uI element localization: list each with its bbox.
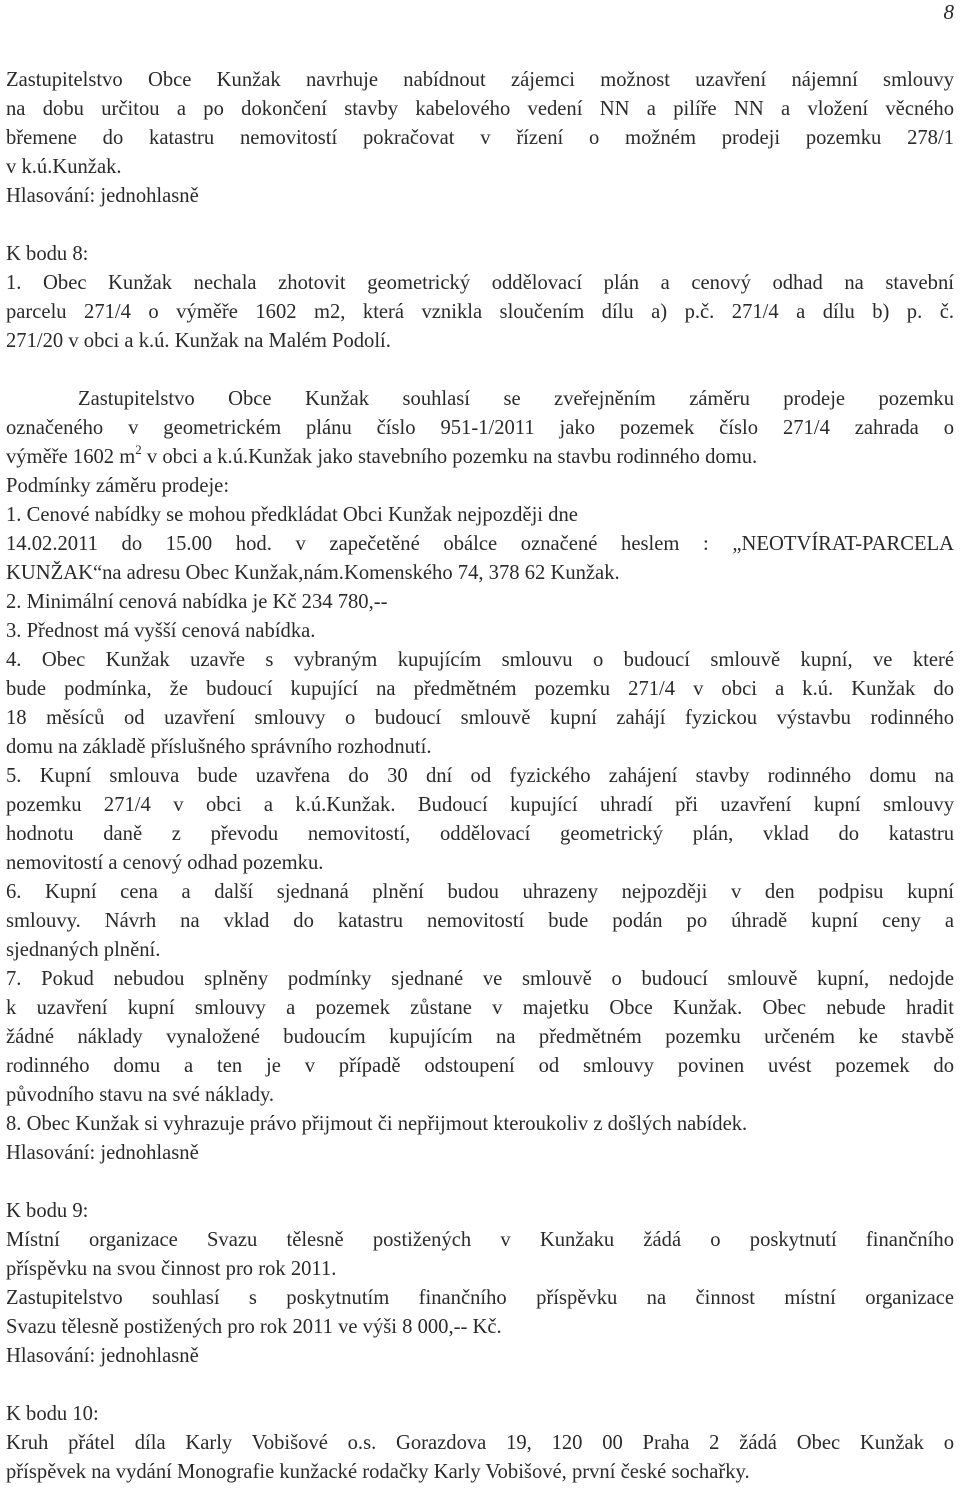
vote-result: Hlasování: jednohlasně [6, 1142, 199, 1164]
section-heading: K bodu 10: [6, 1403, 99, 1425]
text-line: příspěvek na vydání Monografie kunžacké rodačky Karly Vobišové, první české sochařky. [6, 1461, 750, 1483]
blank-line [6, 1371, 954, 1400]
text-line: smlouvy. Návrh na vklad do katastru nemovitostí bude podán po úhradě kupní ceny a [6, 910, 954, 932]
page-number: 8 [943, 0, 954, 24]
text-line: 2. Minimální cenová nabídka je Kč 234 780,-- [6, 591, 388, 613]
text-line: Zastupitelstvo Obce Kunžak souhlasí se zveřejněním záměru prodeje pozemku [78, 388, 954, 410]
text-line: parcelu 271/4 o výměře 1602 m2, která vznikla sloučením dílu a) p.č. 271/4 a dílu b) p. č. [6, 301, 954, 323]
text-line: 4. Obec Kunžak uzavře s vybraným kupujícím smlouvu o budoucí smlouvě kupní, ve které [6, 649, 954, 671]
text-line: 8. Obec Kunžak si vyhrazuje právo přijmout či nepřijmout kteroukoliv z došlých nabídek. [6, 1113, 748, 1135]
text-line: k uzavření kupní smlouvy a pozemek zůstane v majetku Obce Kunžak. Obec nebude hradit [6, 997, 954, 1019]
text-line: sjednaných plnění. [6, 939, 161, 961]
text-fragment: výměře 1602 m [6, 446, 136, 468]
section-heading: K bodu 9: [6, 1200, 89, 1222]
text-line: na dobu určitou a po dokončení stavby kabelového vedení NN a pilíře NN a vložení věcného [6, 98, 954, 120]
text-line: KUNŽAK“na adresu Obec Kunžak,nám.Komenského 74, 378 62 Kunžak. [6, 562, 620, 584]
text-line: Svazu tělesně postižených pro rok 2011 ve výši 8 000,-- Kč. [6, 1316, 502, 1338]
text-line: Zastupitelstvo souhlasí s poskytnutím finančního příspěvku na činnost místní organizace [6, 1287, 954, 1309]
text-line: 14.02.2011 do 15.00 hod. v zapečetěné obálce označené heslem : „NEOTVÍRAT-PARCELA [6, 533, 954, 555]
blank-line [6, 1168, 954, 1197]
text-line: břemene do katastru nemovitostí pokračovat v řízení o možném prodeji pozemku 278/1 [6, 127, 954, 149]
text-line: příspěvku na svou činnost pro rok 2011. [6, 1258, 337, 1280]
text-line: žádné náklady vynaložené budoucím kupujícím na předmětném pozemku určeném ke stavbě [6, 1026, 954, 1048]
text-line: Zastupitelstvo Obce Kunžak navrhuje nabídnout zájemci možnost uzavření nájemní smlouvy [6, 69, 954, 91]
text-line: 18 měsíců od uzavření smlouvy o budoucí smlouvě kupní zahájí fyzickou výstavbu rodinného [6, 707, 954, 729]
blank-line [6, 356, 954, 385]
text-line: označeného v geometrickém plánu číslo 951-1/2011 jako pozemek číslo 271/4 zahrada o [6, 417, 954, 439]
text-line: Kruh přátel díla Karly Vobišové o.s. Gorazdova 19, 120 00 Praha 2 žádá Obec Kunžak o [6, 1432, 954, 1454]
text-line: Místní organizace Svazu tělesně postižených v Kunžaku žádá o poskytnutí finančního [6, 1229, 954, 1251]
blank-line [6, 211, 954, 240]
text-line: domu na základě příslušného správního rozhodnutí. [6, 736, 432, 758]
text-line: 7. Pokud nebudou splněny podmínky sjednané ve smlouvě o budoucí smlouvě kupní, nedojde [6, 968, 954, 990]
text-line: rodinného domu a ten je v případě odstoupení od smlouvy povinen uvést pozemek do [6, 1055, 954, 1077]
text-line: 1. Cenové nabídky se mohou předkládat Obci Kunžak nejpozději dne [6, 504, 578, 526]
superscript: 2 [135, 442, 142, 457]
text-line: 5. Kupní smlouva bude uzavřena do 30 dní od fyzického zahájení stavby rodinného domu na [6, 765, 954, 787]
text-line: v k.ú.Kunžak. [6, 156, 122, 178]
text-line: původního stavu na své náklady. [6, 1084, 275, 1106]
vote-result: Hlasování: jednohlasně [6, 1345, 199, 1367]
text-fragment: v obci a k.ú.Kunžak jako stavebního pozemku na stavbu rodinného domu. [141, 446, 758, 468]
text-line: 1. Obec Kunžak nechala zhotovit geometrický oddělovací plán a cenový odhad na stavební [6, 272, 954, 294]
text-line [6, 443, 954, 472]
vote-result: Hlasování: jednohlasně [6, 185, 199, 207]
document-body [6, 66, 954, 1487]
text-line: 6. Kupní cena a další sjednaná plnění budou uhrazeny nejpozději v den podpisu kupní [6, 881, 954, 903]
text-line: bude podmínka, že budoucí kupující na předmětném pozemku 271/4 v obci a k.ú. Kunžak do [6, 678, 954, 700]
section-heading: K bodu 8: [6, 243, 89, 265]
text-line: pozemku 271/4 v obci a k.ú.Kunžak. Budoucí kupující uhradí při uzavření kupní smlouvy [6, 794, 954, 816]
text-line: 271/20 v obci a k.ú. Kunžak na Malém Podolí. [6, 330, 391, 352]
text-line: 3. Přednost má vyšší cenová nabídka. [6, 620, 316, 642]
text-line: nemovitostí a cenový odhad pozemku. [6, 852, 324, 874]
text-line: hodnotu daně z převodu nemovitostí, oddělovací geometrický plán, vklad do katastru [6, 823, 954, 845]
text-line: Podmínky záměru prodeje: [6, 475, 230, 497]
